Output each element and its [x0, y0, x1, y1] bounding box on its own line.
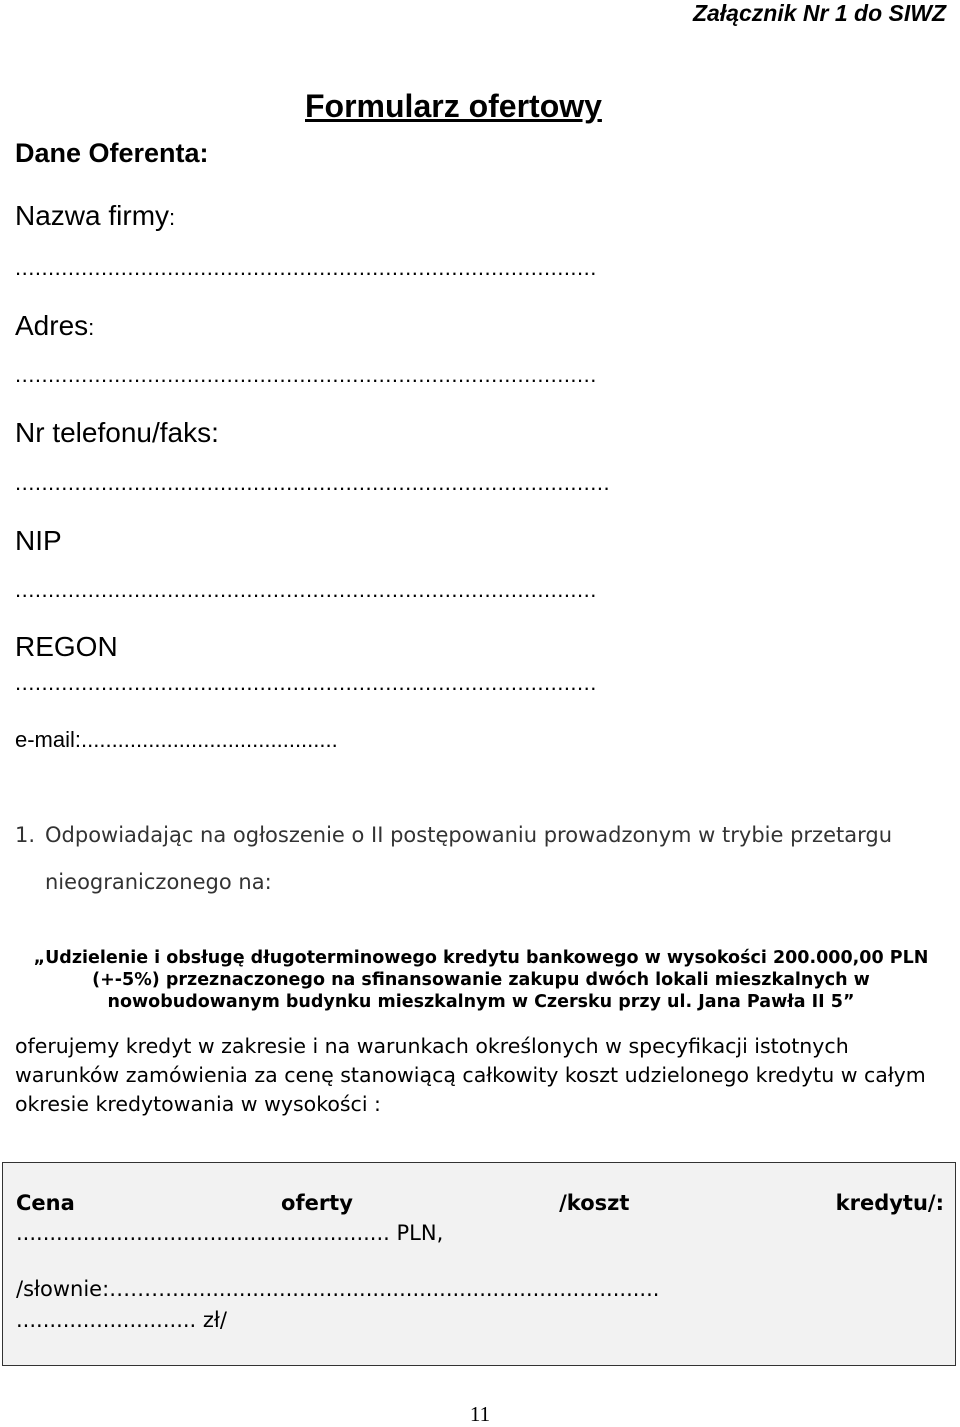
point-number: 1. [15, 823, 36, 847]
regon-field[interactable]: ........................................................................................ [15, 670, 597, 695]
nip-field[interactable]: ........................................................................................ [15, 577, 597, 602]
section-heading: Dane Oferenta: [15, 138, 209, 168]
regon-label: REGON [15, 631, 118, 662]
price-in-words-field[interactable]: /słownie:………......................................................................... [16, 1277, 660, 1301]
offer-paragraph: oferujemy kredyt w zakresie i na warunkach określonych w specyfikacji istotnych warunków zamówienia za cenę stanowiącą całkowity koszt udzielonego kredytu w całym okresie kredytowania w wysokości : [15, 1034, 926, 1116]
tender-subject [22, 947, 940, 1013]
price-word-4: kredytu/: [835, 1191, 944, 1215]
price-in-words-field-cont[interactable]: ........................... zł/ [16, 1308, 227, 1332]
address-label: Adres: [15, 310, 95, 341]
point-line-2: nieograniczonego na: [45, 870, 272, 894]
subject-line-3: nowobudowanym budynku mieszkalnym w Czersku przy ul. Jana Pawła II 5” [107, 992, 855, 1012]
price-word-2: oferty [281, 1191, 353, 1215]
phone-fax-label: Nr telefonu/faks: [15, 417, 219, 448]
email-field[interactable]: e-mail:.......................................... [15, 727, 338, 752]
subject-line-1: „Udzielenie i obsługę długoterminowego kredytu bankowego w wysokości 200.000,00 PLN [33, 948, 929, 968]
page-title: Formularz ofertowy [305, 88, 602, 124]
price-amount-field[interactable]: ........................................................ PLN, [16, 1221, 444, 1245]
page-number: 11 [469, 1402, 491, 1426]
price-label-row [16, 1191, 944, 1215]
point-1 [15, 812, 945, 906]
price-word-1: Cena [16, 1191, 75, 1215]
nip-label: NIP [15, 525, 62, 556]
company-name-field[interactable]: ........................................................................................ [15, 255, 597, 280]
annex-label: Załącznik Nr 1 do SIWZ [692, 0, 946, 26]
price-word-3: /koszt [559, 1191, 630, 1215]
phone-fax-field[interactable]: .......................................................................................... [15, 470, 611, 495]
point-line-1: Odpowiadając na ogłoszenie o II postępowaniu prowadzonym w trybie przetargu [45, 823, 893, 847]
address-field[interactable]: ........................................................................................ [15, 362, 597, 387]
company-name-label: Nazwa firmy: [15, 200, 176, 231]
subject-line-2: (+-5%) przeznaczonego na sfinansowanie zakupu dwóch lokali mieszkalnych w [92, 970, 870, 990]
price-box [2, 1162, 956, 1366]
